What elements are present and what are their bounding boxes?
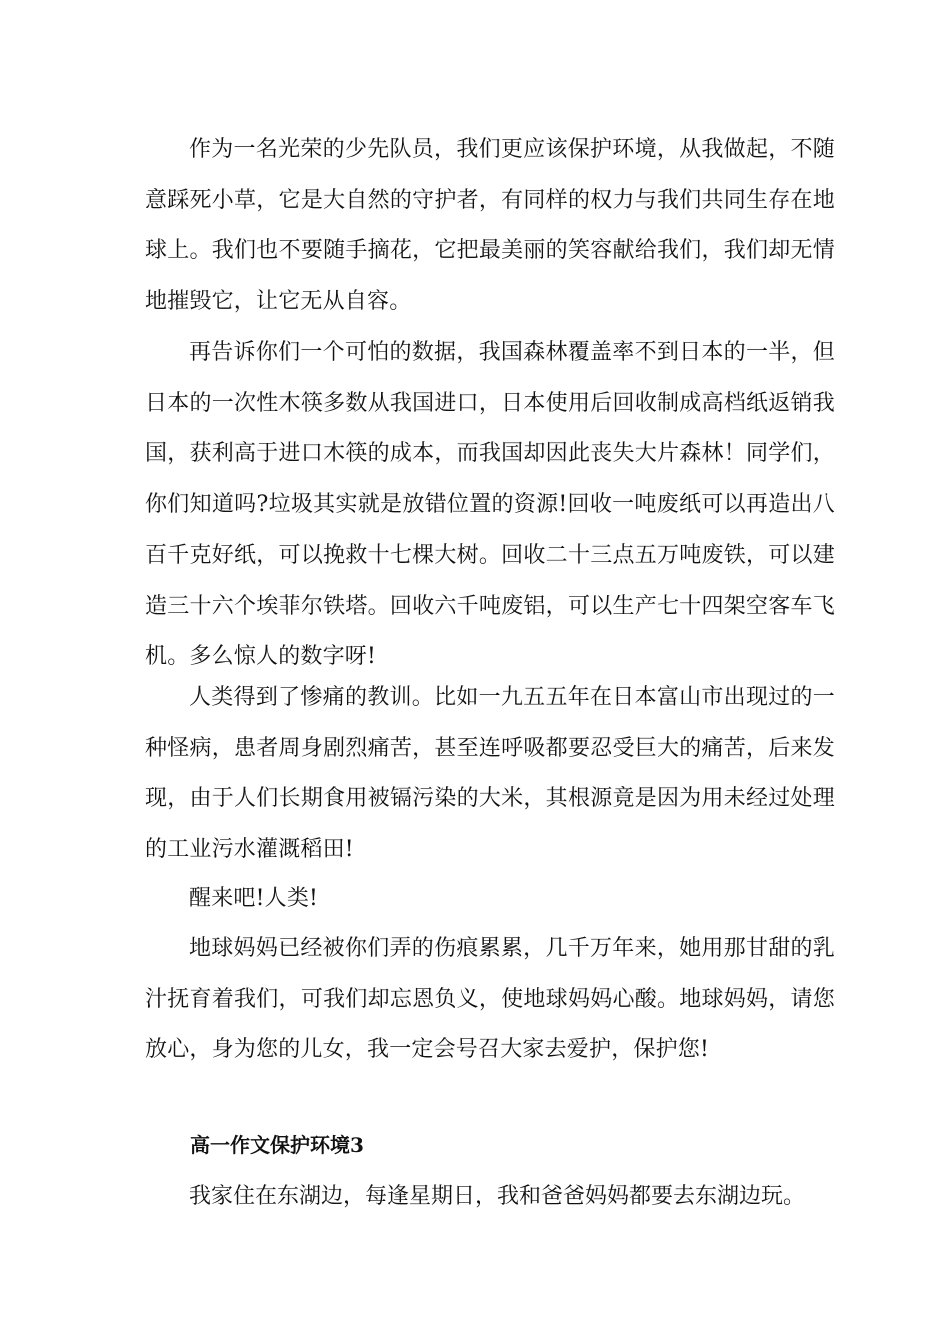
paragraph-1-block xyxy=(145,125,835,328)
paragraph: 地球妈妈已经被你们弄的伤痕累累，几千万年来，她用那甘甜的乳汁抚育着我们，可我们却忘恩负义，使地球妈妈心酸。地球妈妈，请您放心，身为您的儿女，我一定会号召大家去爱护，保护您! xyxy=(145,936,835,1063)
paragraph: 人类得到了惨痛的教训。比如一九五五年在日本富山市出现过的一种怪病，患者周身剧烈痛苦，甚至连呼吸都要忍受巨大的痛苦，后来发现，由于人们长期食用被镉污染的大米，其根源竟是因为用未经过处理的工业污水灌溉稻田! xyxy=(145,685,835,863)
paragraph: 再告诉你们一个可怕的数据，我国森林覆盖率不到日本的一半，但日本的一次性木筷多数从我国进口，日本使用后回收制成高档纸返销我国，获利高于进口木筷的成本，而我国却因此丧失大片森林！同学们，你们知道吗?垃圾其实就是放错位置的资源!回收一吨废纸可以再造出八百千克好纸，可以挽救十七棵大树。回收二十三点五万吨废铁，可以建造三十六个埃菲尔铁塔。回收六千吨废铝，可以生产七十四架空客车飞机。多么惊人的数字呀! xyxy=(145,340,835,670)
paragraph: 醒来吧!人类! xyxy=(189,886,319,911)
paragraph-5-block xyxy=(145,924,835,1076)
paragraph-3-block xyxy=(145,673,835,876)
final-paragraph: 我家住在东湖边，每逢星期日，我和爸爸妈妈都要去东湖边玩。 xyxy=(189,1184,806,1209)
paragraph: 作为一名光荣的少先队员，我们更应该保护环境，从我做起，不随意踩死小草，它是大自然的守护者，有同样的权力与我们共同生存在地球上。我们也不要随手摘花，它把最美丽的笑容献给我们，我们却无情地摧毁它，让它无从自容。 xyxy=(145,137,835,315)
paragraph-4-block xyxy=(145,874,835,925)
paragraph-2-block xyxy=(145,328,835,683)
section-title: 高一作文保护环境3 xyxy=(190,1133,364,1157)
